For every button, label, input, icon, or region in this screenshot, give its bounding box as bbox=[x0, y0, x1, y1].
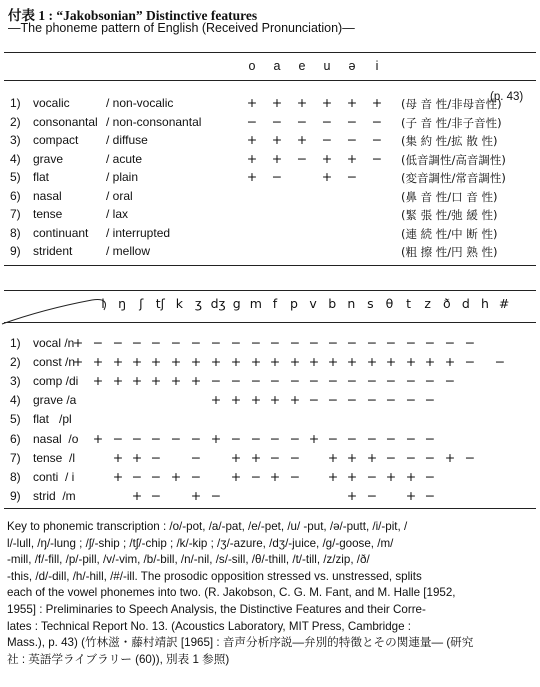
consonant-feature-mark: + bbox=[366, 449, 378, 465]
consonant-feature-mark: + bbox=[230, 354, 242, 370]
consonant-feature-number: 3) bbox=[10, 374, 21, 389]
key-line: 社 : 英語学ライブラリー (60)), 別表 1 参照) bbox=[7, 652, 230, 666]
feature-name: grave bbox=[33, 151, 64, 166]
feature-name: flat bbox=[33, 170, 50, 184]
consonant-feature-mark: − bbox=[424, 392, 436, 408]
consonant-feature-mark: + bbox=[92, 430, 104, 446]
vowel-header: u bbox=[323, 59, 331, 73]
consonant-feature-mark: − bbox=[346, 373, 358, 389]
consonant-feature-mark: − bbox=[269, 335, 281, 350]
consonant-feature-mark: − bbox=[444, 373, 456, 389]
consonant-feature-mark: + bbox=[289, 392, 301, 408]
consonant-feature-mark: − bbox=[366, 373, 378, 389]
feature-mark: + bbox=[246, 132, 258, 147]
consonant-feature-mark: + bbox=[424, 354, 436, 370]
key-line: each of the vowel phonemes into two. (R. Jakobson, C. G. M. Fant, and M. Halle [1952, bbox=[7, 586, 456, 600]
consonant-header: k bbox=[175, 296, 184, 311]
vowel-header: ə bbox=[348, 59, 356, 73]
vowel-header: i bbox=[375, 59, 379, 73]
consonant-feature-mark: − bbox=[327, 392, 339, 408]
consonant-feature-mark: − bbox=[230, 373, 242, 389]
consonant-feature-mark: + bbox=[112, 449, 124, 465]
feature-japanese: (変音調性/常音調性) bbox=[401, 171, 506, 185]
mid-rule bbox=[4, 265, 536, 266]
feature-opposite: / non-vocalic bbox=[106, 96, 174, 110]
consonant-feature-mark: − bbox=[269, 449, 281, 465]
consonant-header: m bbox=[249, 296, 262, 311]
consonant-feature-mark: − bbox=[150, 449, 162, 465]
consonant-header: b bbox=[328, 296, 337, 311]
consonant-feature-mark: − bbox=[385, 373, 397, 389]
vowel-header: e bbox=[298, 59, 306, 73]
consonant-feature-mark: + bbox=[444, 354, 456, 370]
feature-japanese: (子 音 性/非子音性) bbox=[401, 115, 502, 130]
consonant-feature-mark: + bbox=[250, 392, 262, 408]
consonant-feature-mark: − bbox=[346, 335, 358, 350]
feature-number: 4) bbox=[10, 151, 21, 166]
consonant-feature-mark: + bbox=[346, 449, 358, 465]
consonant-feature-mark: + bbox=[346, 468, 358, 484]
consonant-feature-mark: − bbox=[385, 449, 397, 465]
consonant-feature-mark: + bbox=[250, 449, 262, 465]
consonant-feature-mark: + bbox=[308, 354, 320, 370]
consonant-feature-mark: − bbox=[150, 487, 162, 503]
consonant-feature-mark: + bbox=[289, 354, 301, 370]
feature-name: vocalic bbox=[33, 96, 70, 110]
consonant-feature-mark: − bbox=[424, 468, 436, 484]
consonant-feature-mark: + bbox=[269, 354, 281, 370]
consonant-feature-number: 4) bbox=[10, 393, 21, 408]
consonant-feature-mark: − bbox=[190, 430, 202, 446]
consonant-feature-mark: + bbox=[72, 354, 84, 370]
consonant-feature-mark: + bbox=[92, 373, 104, 389]
consonant-feature-mark: − bbox=[385, 335, 397, 350]
vowel-header: a bbox=[273, 59, 281, 73]
feature-name: strident bbox=[33, 244, 73, 258]
consonant-header: l bbox=[101, 296, 105, 311]
consonant-feature-number: 9) bbox=[10, 488, 21, 503]
consonant-feature-mark: + bbox=[269, 392, 281, 408]
consonant-feature-mark: − bbox=[269, 430, 281, 446]
consonant-feature-mark: − bbox=[308, 335, 320, 350]
consonant-feature-mark: − bbox=[444, 335, 456, 350]
consonant-header: ŋ bbox=[118, 296, 127, 311]
feature-mark: − bbox=[296, 150, 308, 166]
consonant-feature-mark: − bbox=[405, 335, 417, 350]
consonant-feature-mark: − bbox=[405, 430, 417, 446]
feature-opposite: / plain bbox=[106, 170, 139, 184]
consonant-feature-mark: − bbox=[250, 430, 262, 446]
consonant-feature-label: nasal /o bbox=[33, 431, 79, 446]
consonant-feature-mark: − bbox=[112, 335, 124, 350]
consonant-header: p bbox=[290, 296, 298, 311]
consonant-header: f bbox=[272, 296, 278, 311]
key-line: Mass.), p. 43) (竹林滋・藤村靖訳 [1965] : 音声分析序説—弁別的特徴とその関連量— (研究 bbox=[7, 636, 474, 650]
feature-number: 6) bbox=[10, 188, 21, 203]
consonant-feature-mark: − bbox=[250, 468, 262, 484]
consonant-feature-mark: − bbox=[112, 430, 124, 446]
feature-mark: − bbox=[271, 113, 283, 129]
feature-mark: + bbox=[321, 95, 333, 110]
feature-name: consonantal bbox=[33, 114, 98, 129]
feature-mark: − bbox=[271, 169, 283, 184]
vowel-header: o bbox=[248, 59, 256, 73]
consonant-feature-label: vocal /n bbox=[33, 336, 75, 350]
consonant-feature-mark: − bbox=[494, 354, 506, 370]
feature-mark: − bbox=[246, 113, 258, 129]
feature-japanese: (低音調性/高音調性) bbox=[401, 152, 506, 167]
consonant-feature-mark: − bbox=[366, 430, 378, 446]
consonant-header: θ bbox=[385, 296, 394, 311]
consonant-feature-mark: − bbox=[464, 354, 476, 370]
consonant-feature-mark: + bbox=[327, 354, 339, 370]
feature-mark: − bbox=[371, 113, 383, 129]
consonant-feature-mark: − bbox=[170, 335, 182, 350]
consonant-feature-mark: − bbox=[346, 430, 358, 446]
page-title: 付表 1 : “Jakobsonian” Distinctive features bbox=[8, 8, 258, 23]
consonant-feature-mark: − bbox=[308, 373, 320, 389]
consonant-feature-mark: − bbox=[131, 335, 143, 350]
consonant-feature-mark: − bbox=[289, 373, 301, 389]
consonant-feature-mark: − bbox=[131, 430, 143, 446]
feature-japanese: (鼻 音 性/口 音 性) bbox=[401, 189, 498, 204]
consonant-feature-mark: + bbox=[405, 487, 417, 503]
feature-japanese: (母 音 性/非母音性) bbox=[401, 97, 502, 111]
feature-mark: − bbox=[371, 150, 383, 166]
consonant-feature-mark: − bbox=[405, 373, 417, 389]
feature-mark: + bbox=[346, 150, 358, 166]
consonant-header: ʒ bbox=[194, 296, 203, 311]
feature-mark: + bbox=[271, 95, 283, 110]
consonant-feature-mark: + bbox=[170, 354, 182, 370]
consonant-header: ʃ bbox=[139, 296, 144, 311]
key-line: l/-lull, /ŋ/-lung ; /ʃ/-ship ; /tʃ/-chip ; /k/-kip ; /ʒ/-azure, /dʒ/-juice, /g/-goose, /m/ bbox=[7, 536, 394, 550]
consonant-feature-mark: − bbox=[464, 449, 476, 465]
consonant-feature-mark: + bbox=[72, 335, 84, 350]
consonant-feature-mark: + bbox=[112, 468, 124, 484]
consonant-feature-number: 7) bbox=[10, 450, 21, 465]
consonant-header: h bbox=[481, 296, 489, 311]
feature-mark: − bbox=[296, 113, 308, 129]
consonant-feature-mark: − bbox=[230, 430, 242, 446]
consonant-feature-number: 2) bbox=[10, 355, 21, 370]
header-rule bbox=[4, 80, 536, 81]
feature-japanese: (集 約 性/拡 散 性) bbox=[401, 134, 498, 148]
consonant-feature-label: conti / i bbox=[33, 469, 75, 484]
consonant-feature-mark: + bbox=[131, 449, 143, 465]
feature-opposite: / mellow bbox=[106, 244, 151, 258]
consonant-feature-mark: + bbox=[405, 354, 417, 370]
consonant-feature-mark: + bbox=[210, 354, 222, 370]
consonant-feature-number: 1) bbox=[10, 336, 21, 350]
consonant-feature-number: 5) bbox=[10, 412, 21, 427]
consonant-feature-mark: + bbox=[210, 392, 222, 408]
consonant-header: z bbox=[424, 296, 431, 311]
consonant-feature-label: comp /di bbox=[33, 374, 79, 389]
consonant-feature-mark: + bbox=[190, 373, 202, 389]
feature-mark: + bbox=[246, 169, 258, 184]
consonant-feature-mark: + bbox=[190, 354, 202, 370]
consonant-header: ð bbox=[442, 296, 451, 311]
feature-number: 3) bbox=[10, 133, 21, 147]
key-line: Key to phonemic transcription : /o/-pot, /a/-pat, /e/-pet, /u/ -put, /ə/-putt, /i/-pit, / bbox=[7, 520, 408, 533]
feature-opposite: / oral bbox=[106, 188, 133, 203]
feature-opposite: / non-consonantal bbox=[106, 114, 202, 129]
consonant-feature-mark: + bbox=[230, 392, 242, 408]
consonant-feature-mark: + bbox=[112, 373, 124, 389]
feature-opposite: / acute bbox=[106, 151, 143, 166]
consonant-feature-mark: − bbox=[289, 335, 301, 350]
consonant-feature-mark: − bbox=[210, 373, 222, 389]
consonant-feature-mark: − bbox=[190, 449, 202, 465]
consonant-feature-mark: + bbox=[150, 354, 162, 370]
consonant-feature-mark: + bbox=[366, 354, 378, 370]
consonant-feature-mark: + bbox=[385, 354, 397, 370]
consonant-header: # bbox=[498, 296, 510, 311]
consonant-header: g bbox=[232, 296, 241, 311]
feature-number: 8) bbox=[10, 225, 21, 240]
transcription-key bbox=[7, 519, 535, 668]
consonant-feature-mark: − bbox=[190, 335, 202, 350]
consonant-feature-mark: − bbox=[210, 335, 222, 350]
feature-mark: + bbox=[246, 150, 258, 166]
consonant-feature-mark: + bbox=[131, 373, 143, 389]
consonant-header: n bbox=[347, 296, 356, 311]
consonant-feature-mark: + bbox=[308, 430, 320, 446]
consonant-header: d bbox=[461, 296, 470, 311]
consonant-feature-mark: − bbox=[366, 487, 378, 503]
consonant-feature-mark: − bbox=[366, 468, 378, 484]
consonant-feature-mark: − bbox=[385, 392, 397, 408]
feature-mark: + bbox=[346, 95, 358, 110]
key-line: -mill, /f/-fill, /p/-pill, /v/-vim, /b/-bill, /n/-nil, /s/-sill, /θ/-thill, /t/-till, /z/zip, /ð/ bbox=[7, 553, 370, 567]
consonant-feature-mark: − bbox=[346, 392, 358, 408]
consonant-feature-mark: − bbox=[170, 430, 182, 446]
feature-name: continuant bbox=[33, 225, 89, 240]
feature-number: 2) bbox=[10, 114, 21, 129]
consonant-feature-mark: + bbox=[327, 468, 339, 484]
consonant-feature-mark: + bbox=[190, 487, 202, 503]
feature-mark: − bbox=[321, 113, 333, 129]
consonant-feature-mark: + bbox=[112, 354, 124, 370]
consonant-feature-mark: + bbox=[269, 468, 281, 484]
feature-opposite: / diffuse bbox=[106, 133, 148, 147]
key-line: 1955] : Preliminaries to Speech Analysis, the Distinctive Features and their Corre- bbox=[7, 602, 426, 616]
consonant-feature-number: 6) bbox=[10, 431, 21, 446]
consonant-header: dʒ bbox=[210, 296, 226, 311]
consonant-feature-mark: + bbox=[444, 449, 456, 465]
feature-mark: − bbox=[346, 113, 358, 129]
consonant-feature-mark: − bbox=[289, 468, 301, 484]
consonant-feature-mark: − bbox=[150, 335, 162, 350]
consonant-feature-label: strid /m bbox=[33, 488, 76, 503]
feature-name: tense bbox=[33, 207, 63, 221]
consonant-feature-mark: + bbox=[92, 354, 104, 370]
feature-mark: + bbox=[371, 95, 383, 110]
feature-name: compact bbox=[33, 133, 79, 147]
feature-mark: + bbox=[246, 95, 258, 110]
feature-mark: − bbox=[371, 132, 383, 147]
consonant-feature-mark: − bbox=[424, 449, 436, 465]
feature-mark: + bbox=[296, 95, 308, 110]
feature-number: 9) bbox=[10, 244, 21, 258]
consonant-feature-mark: − bbox=[250, 335, 262, 350]
consonant-feature-mark: + bbox=[170, 468, 182, 484]
consonant-feature-mark: − bbox=[230, 335, 242, 350]
feature-opposite: / lax bbox=[106, 207, 129, 221]
consonant-feature-mark: − bbox=[190, 468, 202, 484]
consonant-feature-mark: − bbox=[289, 430, 301, 446]
page-subtitle: —The phoneme pattern of English (Received Pronunciation)— bbox=[8, 21, 355, 35]
consonant-feature-mark: − bbox=[327, 373, 339, 389]
consonant-feature-mark: + bbox=[250, 354, 262, 370]
consonant-feature-mark: − bbox=[250, 373, 262, 389]
feature-japanese: (連 続 性/中 断 性) bbox=[401, 226, 498, 241]
consonant-feature-mark: + bbox=[210, 430, 222, 446]
feature-opposite: / interrupted bbox=[106, 225, 171, 240]
feature-number: 1) bbox=[10, 96, 21, 110]
consonant-feature-mark: − bbox=[92, 335, 104, 350]
consonant-feature-mark: + bbox=[327, 449, 339, 465]
consonant-feature-mark: + bbox=[346, 487, 358, 503]
consonant-feature-mark: − bbox=[385, 430, 397, 446]
bottom-rule bbox=[4, 508, 536, 509]
consonant-feature-mark: − bbox=[289, 449, 301, 465]
consonant-feature-mark: − bbox=[269, 373, 281, 389]
feature-name: nasal bbox=[33, 188, 62, 203]
feature-mark: + bbox=[321, 150, 333, 166]
consonant-header-bottom-rule bbox=[4, 322, 536, 323]
consonant-feature-mark: + bbox=[230, 449, 242, 465]
feature-number: 5) bbox=[10, 170, 21, 184]
consonant-header: t bbox=[406, 296, 412, 311]
key-line: -this, /d/-dill, /h/-hill, /#/-ill. The prosodic opposition stressed vs. unstressed, splits bbox=[7, 569, 422, 583]
consonant-feature-label: grave /a bbox=[33, 393, 77, 408]
consonant-feature-mark: − bbox=[150, 430, 162, 446]
consonant-feature-number: 8) bbox=[10, 469, 21, 484]
consonant-feature-mark: + bbox=[346, 354, 358, 370]
feature-mark: + bbox=[321, 169, 333, 184]
consonant-feature-mark: − bbox=[327, 430, 339, 446]
consonant-feature-mark: − bbox=[424, 373, 436, 389]
consonant-header: v bbox=[309, 296, 317, 311]
consonant-feature-mark: − bbox=[424, 487, 436, 503]
consonant-feature-mark: − bbox=[405, 449, 417, 465]
key-line: lates : Technical Report No. 13. (Acoustics Laboratory, MIT Press, Cambridge : bbox=[7, 619, 412, 633]
feature-number: 7) bbox=[10, 207, 21, 221]
consonant-feature-mark: + bbox=[150, 373, 162, 389]
feature-japanese: (緊 張 性/弛 緩 性) bbox=[401, 208, 498, 222]
consonant-feature-label: flat /pl bbox=[33, 412, 72, 427]
consonant-header: s bbox=[367, 296, 374, 311]
top-rule bbox=[4, 52, 536, 53]
feature-mark: − bbox=[346, 132, 358, 147]
page-reference: (p. 43) bbox=[490, 91, 524, 103]
consonant-feature-mark: − bbox=[210, 487, 222, 503]
consonant-feature-mark: − bbox=[327, 335, 339, 350]
consonant-feature-mark: − bbox=[366, 335, 378, 350]
consonant-feature-mark: + bbox=[131, 487, 143, 503]
feature-mark: + bbox=[271, 132, 283, 147]
consonant-feature-label: const /n bbox=[33, 355, 76, 370]
consonant-feature-mark: − bbox=[131, 468, 143, 484]
consonant-feature-label: tense /l bbox=[33, 450, 76, 465]
consonant-header: tʃ bbox=[155, 296, 165, 311]
consonant-feature-mark: − bbox=[366, 392, 378, 408]
consonant-feature-mark: − bbox=[424, 335, 436, 350]
consonant-feature-mark: − bbox=[405, 392, 417, 408]
feature-mark: + bbox=[296, 132, 308, 147]
consonant-feature-mark: − bbox=[150, 468, 162, 484]
consonant-feature-mark: + bbox=[385, 468, 397, 484]
feature-mark: − bbox=[346, 169, 358, 184]
consonant-feature-mark: + bbox=[405, 468, 417, 484]
consonant-feature-mark: + bbox=[230, 468, 242, 484]
consonant-feature-mark: − bbox=[464, 335, 476, 350]
feature-mark: − bbox=[321, 132, 333, 147]
consonant-feature-mark: + bbox=[170, 373, 182, 389]
feature-japanese: (粗 擦 性/円 熟 性) bbox=[401, 245, 498, 259]
consonant-feature-mark: − bbox=[308, 392, 320, 408]
consonant-feature-mark: + bbox=[131, 354, 143, 370]
consonant-feature-mark: − bbox=[424, 430, 436, 446]
feature-mark: + bbox=[271, 150, 283, 166]
